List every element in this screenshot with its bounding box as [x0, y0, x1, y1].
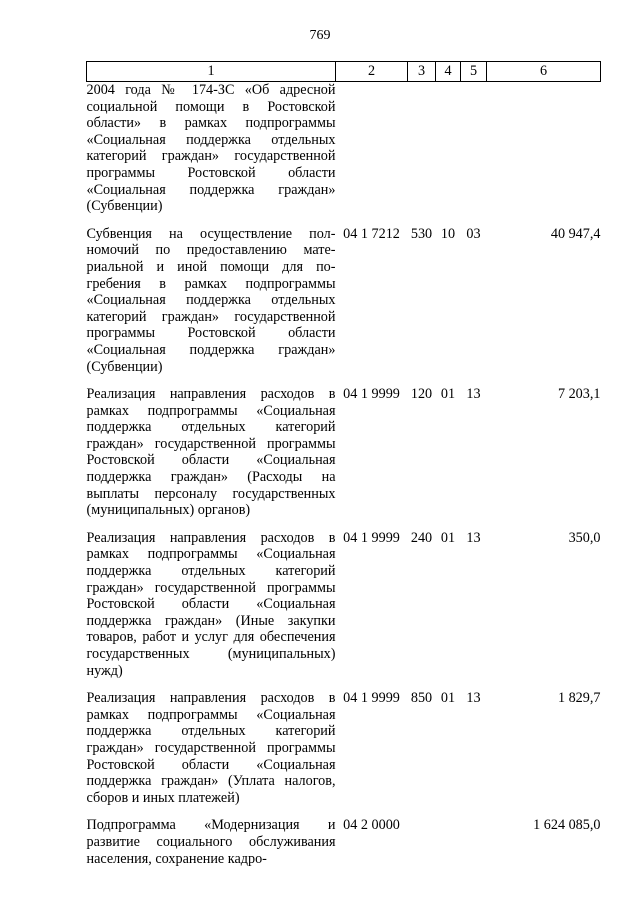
- row-section: 10: [440, 225, 456, 242]
- budget-table: [86, 61, 601, 878]
- row-amount: 40 947,4: [550, 225, 601, 242]
- row-description: Реализация направления расходов в рамках подпрограммы «Социальная поддержка отдельных категорий граждан» государственной программы Ростовской области «Социальная поддержка граждан» (Уплата налогов, сборов и иных платежей): [86, 690, 336, 806]
- page-number: 769: [309, 28, 331, 43]
- header-col-2: 2: [336, 62, 408, 82]
- row-section: [436, 817, 461, 878]
- row-section: 01: [440, 386, 456, 403]
- table-row: [87, 386, 601, 530]
- row-expense-type: [408, 82, 436, 226]
- row-amount: 350,0: [568, 529, 601, 546]
- row-expense-type: 120: [410, 386, 433, 403]
- header-col-4: 4: [436, 62, 461, 82]
- table-row: [87, 530, 601, 690]
- header-col-1: 1: [87, 62, 336, 82]
- table-row: [87, 226, 601, 386]
- row-amount: 1 624 085,0: [533, 817, 601, 834]
- row-target-code: 04 1 9999: [343, 386, 400, 403]
- row-expense-type: [408, 817, 436, 878]
- row-expense-type: 530: [410, 225, 433, 242]
- table-row: [87, 82, 601, 226]
- row-amount: 1 829,7: [557, 690, 601, 707]
- row-subsection: [461, 817, 487, 878]
- header-col-5: 5: [461, 62, 487, 82]
- table-row: [87, 690, 601, 817]
- row-subsection: 13: [466, 529, 481, 546]
- row-description: 2004 года № 174-ЗС «Об адресной социальной помощи в Ростовской области» в рамках подпрограммы «Социальная поддержка отдельных категорий граждан» государственной программы Ростовской области «Социальная поддержка граждан» (Субвенции): [86, 82, 336, 215]
- header-col-6: 6: [487, 62, 601, 82]
- row-subsection: [461, 82, 487, 226]
- row-description: Реализация направления расходов в рамках подпрограммы «Социальная поддержка отдельных категорий граждан» государственной программы Ростовской области «Социальная поддержка граждан» (Расходы на выплаты персоналу государственных (муниципальных) органов): [86, 386, 336, 519]
- row-section: 01: [440, 529, 456, 546]
- header-row: [87, 62, 601, 82]
- row-expense-type: 850: [410, 690, 433, 707]
- row-target-code: 04 1 7212: [343, 225, 400, 242]
- row-target-code: 04 2 0000: [343, 817, 400, 834]
- row-description: Реализация направления расходов в рамках подпрограммы «Социальная поддержка отдельных категорий граждан» государственной программы Ростовской области «Социальная поддержка граждан» (Иные закупки товаров, работ и услуг для обеспечения государственных (муниципальных) нужд): [86, 529, 336, 679]
- row-target-code: [336, 82, 408, 226]
- row-amount: 7 203,1: [557, 386, 601, 403]
- row-subsection: 13: [466, 386, 481, 403]
- row-subsection: 03: [466, 225, 481, 242]
- row-target-code: 04 1 9999: [343, 529, 400, 546]
- table-row: [87, 817, 601, 878]
- row-amount: [487, 82, 601, 226]
- header-col-3: 3: [408, 62, 436, 82]
- row-target-code: 04 1 9999: [343, 690, 400, 707]
- row-section: [436, 82, 461, 226]
- table-header: [87, 62, 601, 82]
- row-expense-type: 240: [410, 529, 433, 546]
- row-subsection: 13: [466, 690, 481, 707]
- row-description: Субвенция на осуществление полномочий по предоставлению материальной и иной помощи для погребения в рамках подпрограммы «Социальная поддержка отдельных категорий граждан» государственной программы Ростовской области «Социальная поддержка граждан» (Субвенции): [86, 225, 336, 375]
- row-description: Подпрограмма «Модернизация и развитие социального обслуживания населения, сохранение кадро-: [86, 817, 336, 867]
- row-section: 01: [440, 690, 456, 707]
- table-body: [87, 82, 601, 879]
